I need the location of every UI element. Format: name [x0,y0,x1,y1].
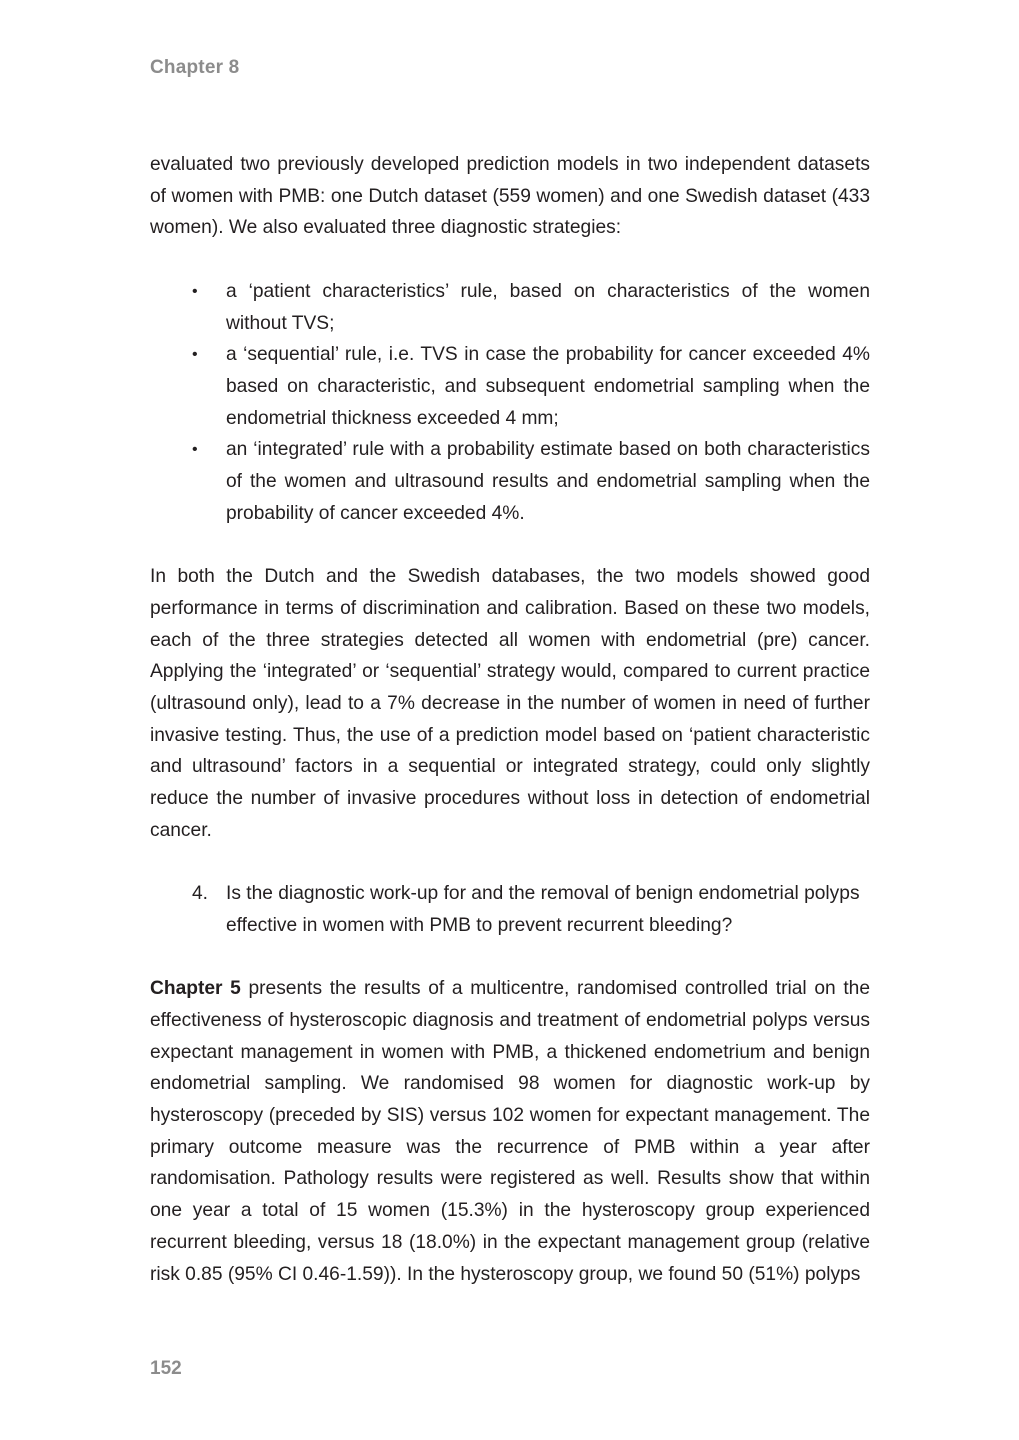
list-item-text: an ‘integrated’ rule with a probability estimate based on both characteristics of the women and ultrasound results and endometrial sampling when the probability of cancer exceeded 4%. [226,439,870,524]
intro-paragraph: evaluated two previously developed prediction models in two independent datasets of women with PMB: one Dutch dataset (559 women) and one Swedish dataset (433 women). We also evaluated three diagnostic strategies: [150,154,870,239]
question-number: 4. [192,883,209,905]
chapter5-paragraph [150,973,870,1290]
list-item [192,339,870,434]
bullet-icon: • [192,282,198,300]
bullet-icon: • [192,346,198,364]
chapter5-text: presents the results of a multicentre, randomised controlled trial on the effectiveness of hysteroscopic diagnosis and treatment of endometrial polyps versus expectant management in women with PMB, a thickened endometrium and benign endometrial sampling. We randomised 98 women for diagnostic work-up by hysteroscopy (preceded by SIS) versus 102 women for expectant management. The primary outcome measure was the recurrence of PMB within a year after randomisation. Pathology results were registered as well. Results show that within one year a total of 15 women (15.3%) in the hysteroscopy group experienced recurrent bleeding, versus 18 (18.0%) in the expectant management group (relative risk 0.85 (95% CI 0.46-1.59)). In the hysteroscopy group, we found 50 (51%) polyps [150,978,870,1285]
page-number: 152 [150,1358,182,1379]
page-body [150,149,870,1290]
chapter-reference: Chapter 5 [150,978,241,1000]
paragraph-gap [150,942,870,974]
paragraph-gap [150,244,870,276]
results-paragraph: In both the Dutch and the Swedish databases, the two models showed good performance in terms of discrimination and calibration. Based on these two models, each of the three strategies detected all women with endometrial (pre) cancer. Applying the ‘integrated’ or ‘sequential’ strategy would, compared to current practice (ultrasound only), lead to a 7% decrease in the number of women in need of further invasive testing. Thus, the use of a prediction model based on ‘patient characteristic and ultrasound’ factors in a sequential or integrated strategy, could only slightly reduce the number of invasive procedures without loss in detection of endometrial cancer. [150,566,870,841]
paragraph-gap [150,529,870,561]
list-item-text: a ‘patient characteristics’ rule, based on characteristics of the women without TVS; [226,280,870,334]
paragraph-gap [150,846,870,878]
list-item-text: a ‘sequential’ rule, i.e. TVS in case the probability for cancer exceeded 4% based on characteristic, and subsequent endometrial sampling when the endometrial thickness exceeded 4 mm; [226,344,870,429]
running-header: Chapter 8 [150,57,240,78]
research-question [150,878,870,941]
strategy-list [150,276,870,530]
list-item [192,276,870,339]
bullet-icon: • [192,441,198,459]
list-item [192,434,870,529]
question-text: Is the diagnostic work-up for and the removal of benign endometrial polyps effective in women with PMB to prevent recurrent bleeding? [226,883,860,936]
